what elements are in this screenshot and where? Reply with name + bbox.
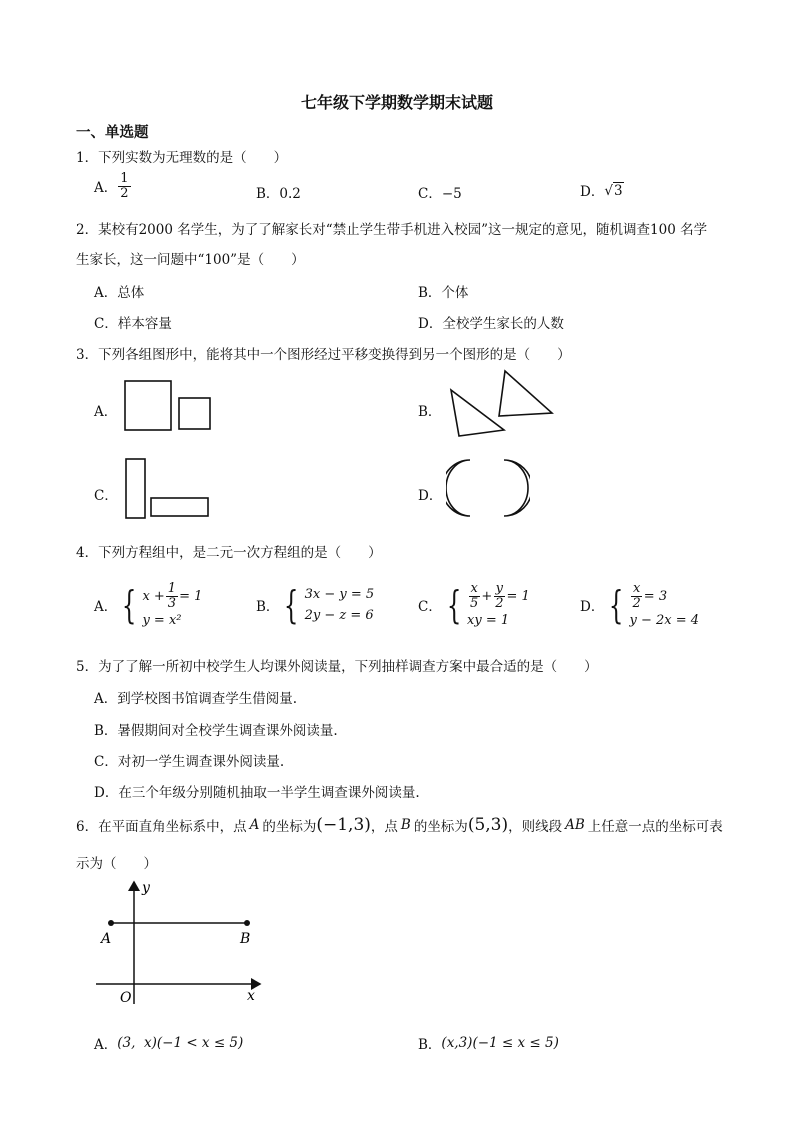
eq-d1-right: = 3 [643,589,668,604]
eq-a1-left: x + [142,589,165,604]
q3-figure-a-squares [120,378,220,434]
fraction [493,582,505,610]
q4-option-c-label: C． [418,599,442,615]
eq-a2: y = x² [142,612,182,628]
fraction [118,172,130,200]
q1-option-d-label: D． [580,184,605,200]
q4-option-a [94,575,202,635]
square-root [604,182,623,199]
q1-option-a-label: A． [94,180,118,197]
q3-option-d: D． [418,488,443,504]
vertical-rectangle [126,459,145,518]
question-6-stem-line2: 示为（ ） [76,856,157,872]
fraction [166,582,178,610]
eq-d2: y − 2x = 4 [629,612,700,628]
q6-text: 的坐标为 [413,819,468,835]
q4-option-b-label: B． [256,599,280,615]
q6-option-b-label: B． [418,1037,442,1053]
q4-option-a-label: A． [94,599,118,615]
q1-option-a [94,172,132,200]
fraction [468,582,480,610]
right-crescent [504,460,530,516]
origin-label: O [120,990,132,1006]
upright-triangle [499,371,552,416]
large-square [125,381,171,430]
eq-b1: 3x − y = 5 [304,587,375,602]
q5-option-c: C．对初一学生调查课外阅读量. [94,754,285,770]
q6-coordinate-graph [92,876,272,1006]
q4-option-d [580,575,699,635]
graph-point-b-label: B [240,931,251,947]
fraction-numerator: 1 [167,581,177,597]
eq-b2: 2y − z = 6 [304,608,374,623]
point-a [108,920,114,926]
fraction-numerator: x [470,581,478,597]
q3-figure-c-rectangles [122,456,214,522]
fraction-denominator: 2 [495,596,504,611]
q6-text: ，则线段 [508,819,563,835]
q3-option-c: C． [94,488,118,504]
fraction-numerator: y [495,581,504,597]
equation-system-d [604,582,699,627]
q1-option-d [580,180,624,200]
q2-option-a: A．总体 [94,285,145,301]
q6-text: 的坐标为 [262,819,317,835]
fraction-numerator: 1 [120,171,129,186]
q4-option-d-label: D． [580,599,605,615]
left-crescent [446,460,470,516]
q6-option-a-expression: (3, x)(−1 < x ≤ 5) [117,1035,244,1051]
q3-figure-b-triangles [446,368,558,440]
eq-c2: xy = 1 [467,612,510,628]
q3-option-b: B． [418,404,442,420]
question-1-stem: 1．下列实数为无理数的是（ ） [76,150,288,166]
horizontal-rectangle [151,498,208,516]
q5-option-b: B．暑假期间对全校学生调查课外阅读量. [94,723,338,739]
question-5-stem: 5．为了了解一所初中校学生人均课外阅读量，下列抽样调查方案中最合适的是（ ） [76,659,598,675]
equation-system-b [279,583,375,627]
coordinate-b: (5,3) [467,815,509,835]
q4-option-b [256,575,374,635]
fraction [631,582,643,610]
section-heading: 一、单选题 [76,125,149,141]
question-4-stem: 4．下列方程组中，是二元一次方程组的是（ ） [76,545,382,561]
fraction-numerator: x [632,581,641,597]
question-3-stem: 3．下列各组图形中，能将其中一个图形经过平移变换得到另一个图形的是（ ） [76,347,571,363]
rotated-triangle [451,390,504,436]
eq-c1-right: = 1 [506,589,530,604]
q5-option-d: D．在三个年级分别随机抽取一半学生调查课外阅读量. [94,785,420,801]
equation-system-a [117,582,202,627]
q2-option-d: D．全校学生家长的人数 [418,316,564,332]
segment-label: AB [565,817,585,833]
y-axis-label: y [142,880,150,896]
brace-icon: { [609,583,624,627]
question-2-stem-line1: 2．某校有2000 名学生，为了了解家长对“禁止学生带手机进入校园”这一规定的意见，随机调查100 名学 [76,222,708,238]
x-axis-label: x [247,988,255,1004]
q6-option-a-label: A． [94,1037,118,1053]
q2-option-b: B．个体 [418,285,469,301]
fraction-denominator: 3 [167,596,177,611]
q5-option-a: A．到学校图书馆调查学生借阅量. [94,691,298,707]
q6-option-b [418,1033,559,1053]
q6-option-a [94,1033,243,1053]
brace-icon: { [284,583,299,627]
q2-option-c: C．样本容量 [94,316,172,332]
eq-a1-right: = 1 [179,589,203,604]
brace-icon: { [122,583,137,627]
point-b [244,920,250,926]
q3-figure-d-crescents [446,456,530,520]
q3-option-a: A． [94,404,118,420]
brace-icon: { [446,583,462,627]
q1-option-b: B．0.2 [256,186,301,202]
q6-text: ，点 [370,819,398,835]
radical-sign-icon: √ [604,182,613,199]
fraction-denominator: 5 [470,596,479,611]
q6-text: 上任意一点的坐标可表 [587,819,723,835]
coordinate-a: (−1,3) [316,815,371,835]
question-6-stem-line1 [76,815,723,835]
q6-text: 6．在平面直角坐标系中，点 [76,819,247,835]
fraction-denominator: 2 [632,596,641,611]
q6-option-b-expression: (x,3)(−1 ≤ x ≤ 5) [441,1035,559,1051]
point-b-label: B [400,817,411,833]
equation-system-c [442,582,530,627]
small-square [179,398,210,429]
plus-sign: + [481,589,493,604]
point-a-label: A [249,817,260,833]
question-2-stem-line2: 生家长，这一问题中“100”是（ ） [76,252,305,268]
page-title: 七年级下学期数学期末试题 [300,93,493,112]
graph-point-a-label: A [101,931,112,947]
fraction-denominator: 2 [120,185,129,201]
q4-option-c [418,575,530,635]
radicand: 3 [613,182,623,199]
q1-option-c: C．−5 [418,186,462,202]
